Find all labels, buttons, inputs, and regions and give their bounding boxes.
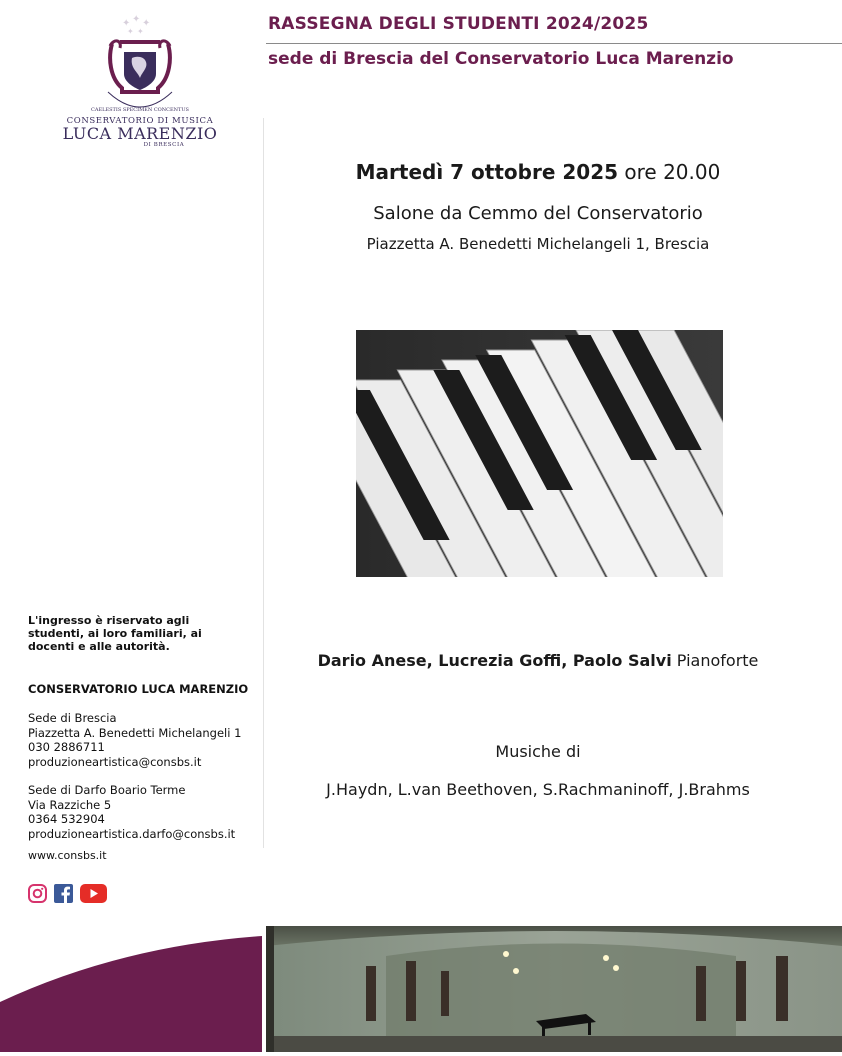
composers-list: J.Haydn, L.van Beethoven, S.Rachmaninoff, J.Brahms bbox=[326, 780, 750, 799]
sede-brescia bbox=[28, 711, 241, 769]
piano-keys-image bbox=[356, 330, 723, 577]
sede-brescia-phone: 030 2886711 bbox=[28, 740, 105, 754]
purple-wave-decoration bbox=[0, 930, 262, 1052]
performer-instrument: Pianoforte bbox=[671, 651, 759, 670]
sede-brescia-title: Sede di Brescia bbox=[28, 711, 117, 725]
website-link[interactable]: www.consbs.it bbox=[28, 849, 107, 862]
header-title: RASSEGNA DEGLI STUDENTI 2024/2025 bbox=[268, 14, 649, 34]
logo-line2: LUCA MARENZIO bbox=[62, 124, 218, 143]
conservatory-name: CONSERVATORIO LUCA MARENZIO bbox=[28, 682, 249, 696]
sede-darfo-phone: 0364 532904 bbox=[28, 812, 105, 826]
sede-brescia-email[interactable]: produzioneartistica@consbs.it bbox=[28, 754, 202, 769]
performers bbox=[264, 651, 812, 670]
header-divider bbox=[266, 43, 842, 44]
sede-darfo-title: Sede di Darfo Boario Terme bbox=[28, 783, 186, 797]
svg-text:✦: ✦ bbox=[142, 18, 151, 29]
concert-hall-image bbox=[266, 926, 842, 1052]
svg-text:✦: ✦ bbox=[132, 14, 141, 25]
instagram-icon[interactable] bbox=[28, 884, 47, 903]
svg-text:✦: ✦ bbox=[127, 27, 134, 36]
logo-line3: DI BRESCIA bbox=[143, 142, 185, 148]
facebook-icon[interactable] bbox=[54, 884, 73, 903]
logo-line1: CONSERVATORIO DI MUSICA bbox=[66, 116, 214, 126]
sede-darfo-email[interactable]: produzioneartistica.darfo@consbs.it bbox=[28, 826, 236, 841]
sede-darfo-address: Via Razziche 5 bbox=[28, 797, 112, 812]
logo-motto: CAELESTIS SPECIMEN CONCENTUS bbox=[91, 107, 189, 113]
youtube-icon[interactable] bbox=[80, 884, 107, 903]
access-note: L'ingresso è riservato agli studenti, ai loro familiari, ai docenti e alle autorità. bbox=[28, 614, 202, 653]
performer-names: Dario Anese, Lucrezia Goffi, Paolo Salvi bbox=[317, 651, 672, 670]
svg-text:✦: ✦ bbox=[122, 18, 131, 29]
sede-darfo bbox=[28, 783, 235, 841]
svg-text:✦: ✦ bbox=[137, 27, 144, 36]
music-label: Musiche di bbox=[495, 742, 581, 761]
event-date: Martedì 7 ottobre 2025 bbox=[355, 160, 619, 184]
event-venue: Salone da Cemmo del Conservatorio bbox=[373, 203, 703, 224]
header-subtitle: sede di Brescia del Conservatorio Luca Marenzio bbox=[268, 49, 734, 69]
event-date-time bbox=[264, 160, 812, 184]
event-address: Piazzetta A. Benedetti Michelangeli 1, Brescia bbox=[366, 235, 710, 253]
event-time: ore 20.00 bbox=[618, 160, 721, 184]
column-divider bbox=[263, 118, 264, 848]
sede-brescia-address: Piazzetta A. Benedetti Michelangeli 1 bbox=[28, 725, 242, 740]
social-links bbox=[28, 884, 107, 903]
